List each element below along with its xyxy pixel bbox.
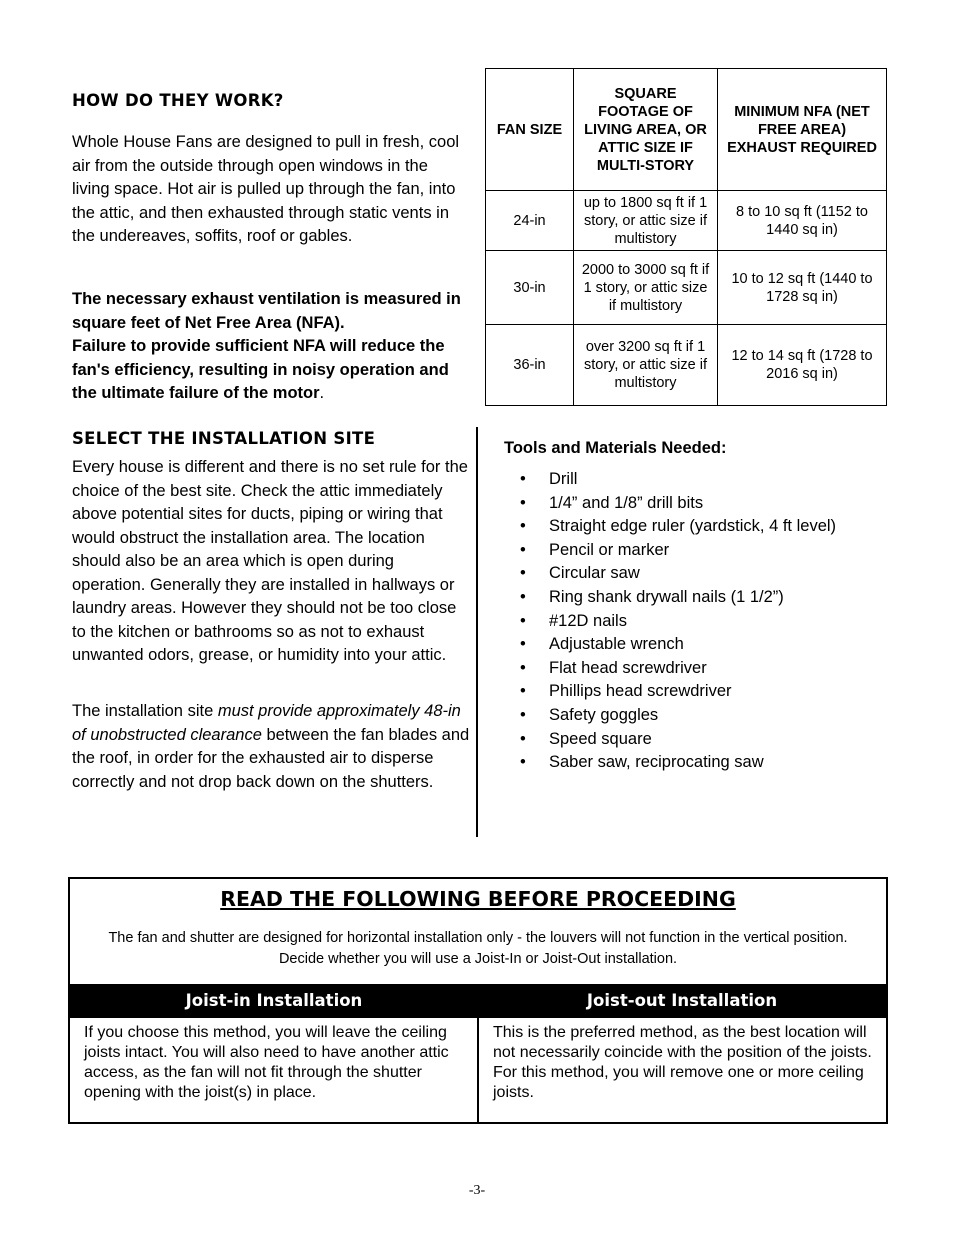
header-minimum-nfa: MINIMUM NFA (NET FREE AREA) EXHAUST REQUIRED [718, 69, 887, 191]
bullet-icon: • [520, 587, 526, 606]
cell-square-footage: 2000 to 3000 sq ft if 1 story, or attic size if multistory [574, 251, 718, 325]
clearance-text-end: between the fan blades and the roof, in order for the exhausted air to disperse correctly and not drop back down on the shutters. [72, 725, 470, 791]
list-item-label: Drill [549, 470, 578, 488]
site-heading: SELECT THE INSTALLATION SITE [72, 429, 376, 448]
cell-square-footage: up to 1800 sq ft if 1 story, or attic size if multistory [574, 191, 718, 251]
bullet-icon: • [520, 470, 526, 488]
list-item [505, 610, 836, 634]
fan-size-table [485, 68, 887, 406]
nfa-failure-text: Failure to provide sufficient NFA will reduce the fan's efficiency, resulting in noisy operation and the ultimate failure of the motor [72, 337, 449, 402]
site-paragraph: Every house is different and there is no set rule for the choice of the best site. Check the attic immediately above potential sites for ducts, piping or wiring that would obstruct the installation area. The location should also be an area which is open during operation. Generally they are installed in hallways or laundry areas. However they should not be too close to the kitchen or bathrooms so as not to exhaust unwanted odors, grease, or humidity into your attic. [72, 458, 468, 664]
cell-fan-size: 36-in [486, 325, 574, 406]
list-item-label: Flat head screwdriver [549, 658, 707, 677]
list-item [505, 680, 836, 704]
bullet-icon: • [520, 493, 526, 512]
joist-out-header: Joist-out Installation [586, 991, 778, 1010]
list-item [505, 728, 836, 752]
bullet-icon: • [520, 753, 526, 772]
notice-text: The fan and shutter are designed for horizontal installation only - the louvers will not function in the vertical position. Decide whether you will use a Joist-In or Joist-Out installation. [108, 930, 848, 967]
bullet-icon: • [520, 729, 526, 748]
joist-in-header: Joist-in Installation [185, 991, 363, 1010]
bullet-icon: • [520, 635, 526, 654]
notice-title: READ THE FOLLOWING BEFORE PROCEEDING [220, 887, 736, 911]
list-item [505, 704, 836, 728]
list-item-label: Saber saw, reciprocating saw [549, 753, 764, 772]
clearance-text-start: The installation site [72, 702, 218, 720]
list-item-label: Adjustable wrench [549, 635, 684, 654]
list-item [505, 468, 836, 492]
cell-nfa: 8 to 10 sq ft (1152 to 1440 sq in) [718, 191, 887, 251]
list-item [505, 515, 836, 539]
column-divider [476, 427, 478, 837]
list-item-label: Phillips head screwdriver [549, 682, 732, 701]
bullet-icon: • [520, 611, 526, 630]
list-item [505, 751, 836, 775]
cell-fan-size: 24-in [486, 191, 574, 251]
header-fan-size: FAN SIZE [486, 69, 574, 191]
list-item-label: Speed square [549, 729, 652, 748]
bullet-icon: • [520, 517, 526, 536]
bullet-icon: • [520, 658, 526, 677]
list-item-label: Straight edge ruler (yardstick, 4 ft level) [549, 517, 837, 536]
list-item-label: Pencil or marker [549, 540, 670, 559]
cell-nfa: 12 to 14 sq ft (1728 to 2016 sq in) [718, 325, 887, 406]
notice-box [68, 877, 888, 1124]
list-item-label: #12D nails [549, 611, 627, 630]
page-number: -3- [468, 1183, 486, 1198]
tools-list [505, 468, 836, 775]
installation-header-bar [70, 984, 886, 1018]
installation-divider [477, 1018, 479, 1122]
how-heading: HOW DO THEY WORK? [72, 91, 284, 110]
header-square-footage: SQUARE FOOTAGE OF LIVING AREA, OR ATTIC SIZE IF MULTI-STORY [574, 69, 718, 191]
list-item [505, 633, 836, 657]
table-row [486, 251, 887, 325]
nfa-warning [72, 288, 472, 406]
tools-heading: Tools and Materials Needed: [504, 439, 727, 457]
list-item [505, 586, 836, 610]
cell-square-footage: over 3200 sq ft if 1 story, or attic size if multistory [574, 325, 718, 406]
bullet-icon: • [520, 540, 526, 559]
bullet-icon: • [520, 705, 526, 724]
how-paragraph: Whole House Fans are designed to pull in fresh, cool air from the outside through open windows in the living space. Hot air is pulled up through the fan, into the attic, and then exhausted through static vents in the undereaves, soffits, roof or gables. [72, 133, 460, 245]
list-item-label: Ring shank drywall nails (1 1/2”) [549, 587, 784, 606]
nfa-failure-period: . [319, 384, 325, 402]
list-item-label: Safety goggles [549, 705, 659, 724]
nfa-measure-text: The necessary exhaust ventilation is measured in square feet of Net Free Area (NFA). [72, 290, 461, 332]
clearance-paragraph [72, 700, 470, 794]
clearance-emphasis: must provide approximately 48-in of unobstructed clearance [72, 702, 461, 744]
bullet-icon: • [520, 682, 526, 701]
list-item-label: 1/4” and 1/8” drill bits [549, 493, 704, 512]
table-header-row [486, 69, 887, 191]
bullet-icon: • [520, 564, 526, 583]
joist-in-text: If you choose this method, you will leave the ceiling joists intact. You will also need to have another attic access, as the fan will not fit through the shutter opening with the joist(s) in place. [84, 1024, 449, 1101]
table-row [486, 191, 887, 251]
list-item [505, 492, 836, 516]
joist-out-text: This is the preferred method, as the best location will not necessarily coincide with the position of the joists. For this method, you will remove one or more ceiling joists. [493, 1024, 872, 1101]
table-row [486, 325, 887, 406]
cell-nfa: 10 to 12 sq ft (1440 to 1728 sq in) [718, 251, 887, 325]
list-item-label: Circular saw [549, 564, 640, 583]
list-item [505, 657, 836, 681]
list-item [505, 562, 836, 586]
list-item [505, 539, 836, 563]
cell-fan-size: 30-in [486, 251, 574, 325]
